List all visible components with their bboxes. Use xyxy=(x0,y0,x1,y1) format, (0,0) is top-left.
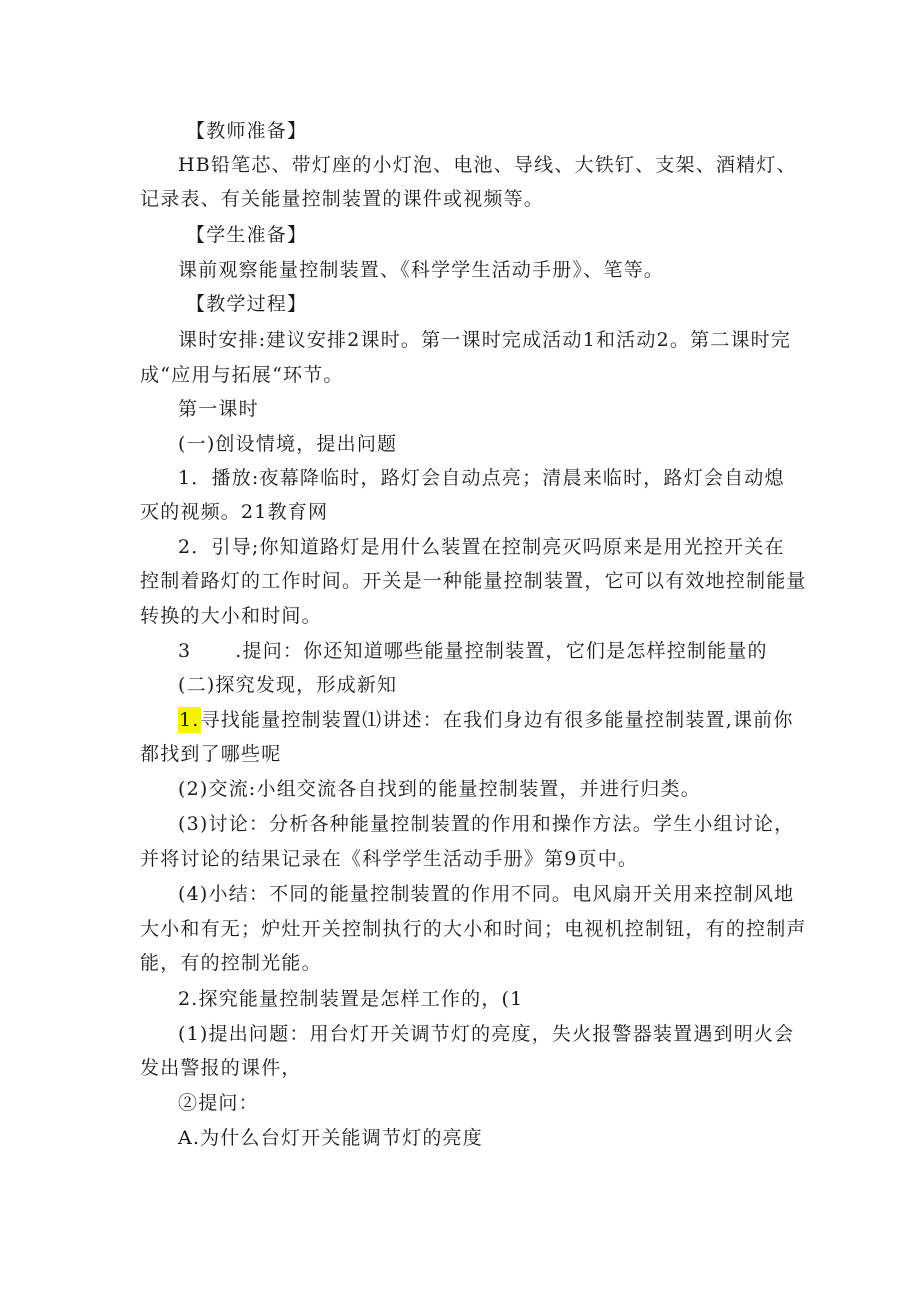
exchange-line: (2)交流:小组交流各自找到的能量控制装置，并进行归类。 xyxy=(178,778,701,800)
section-2-heading: (二)探究发现，形成新知 xyxy=(178,674,398,696)
student-prep-text: 课前观察能量控制装置、《科学学生活动手册》、笔等。 xyxy=(178,259,665,281)
item-1-line-1: 1．播放:夜幕降临时，路灯会自动点亮；清晨来临时，路灯会自动熄 xyxy=(178,467,785,489)
lesson-1-heading: 第一课时 xyxy=(178,398,259,420)
ask-label: ②提问： xyxy=(178,1092,259,1114)
summary-line-3: 能，有的控制光能。 xyxy=(140,952,322,974)
question-a: A.为什么台灯开关能调节灯的亮度 xyxy=(178,1127,483,1149)
raise-question-line-2: 发出警报的课件， xyxy=(140,1057,302,1079)
raise-question-line-1: (1)提出问题：用台灯开关调节灯的亮度，失火报警器装置遇到明火会 xyxy=(178,1023,795,1045)
highlighted-number: 1. xyxy=(179,709,200,731)
schedule-line-2: 成“应用与拓展“环节。 xyxy=(140,364,344,386)
item-2-line-3: 转换的大小和时间。 xyxy=(140,605,322,627)
student-prep-heading: 【学生准备】 xyxy=(186,224,308,246)
item-1-line-2: 灭的视频。21教育网 xyxy=(140,501,329,523)
schedule-line-1: 课时安排:建议安排2课时。第一课时完成活动1和活动2。第二课时完 xyxy=(178,329,792,351)
discuss-line-1: (3)讨论：分析各种能量控制装置的作用和操作方法。学生小组讨论， xyxy=(178,813,795,835)
discuss-line-2: 并将讨论的结果记录在《科学学生活动手册》第9页中。 xyxy=(140,848,639,870)
item-3-text: .提问：你还知道哪些能量控制装置，它们是怎样控制能量的 xyxy=(235,640,768,662)
process-heading: 【教学过程】 xyxy=(186,293,308,315)
item-2-line-2: 控制着路灯的工作时间。开关是一种能量控制装置，它可以有效地控制能量 xyxy=(140,570,807,592)
teacher-prep-line-2: 记录表、有关能量控制装置的课件或视频等。 xyxy=(140,188,545,210)
summary-line-1: (4)小结：不同的能量控制装置的作用不同。电风扇开关用来控制风地 xyxy=(178,883,795,905)
find-line-1-text: 寻找能量控制装置⑴讲述：在我们身边有很多能量控制装置,课前你 xyxy=(200,709,794,731)
item-2-line-1: 2．引导;你知道路灯是用什么装置在控制亮灭吗原来是用光控开关在 xyxy=(178,536,785,558)
section-1-heading: (一)创设情境，提出问题 xyxy=(178,433,398,455)
item-3-number: 3 xyxy=(178,640,192,662)
teacher-prep-heading: 【教师准备】 xyxy=(186,120,308,142)
item-3-line xyxy=(178,638,768,664)
find-line-1 xyxy=(178,707,794,733)
find-line-2: 都找到了哪些呢 xyxy=(140,743,282,765)
summary-line-2: 大小和有无；炉灶开关控制执行的大小和时间；电视机控制钮，有的控制声 xyxy=(140,918,807,940)
teacher-prep-line-1: HB铅笔芯、带灯座的小灯泡、电池、导线、大铁钉、支架、酒精灯、 xyxy=(178,154,797,176)
explore-heading: 2.探究能量控制装置是怎样工作的，(1 xyxy=(178,988,524,1010)
